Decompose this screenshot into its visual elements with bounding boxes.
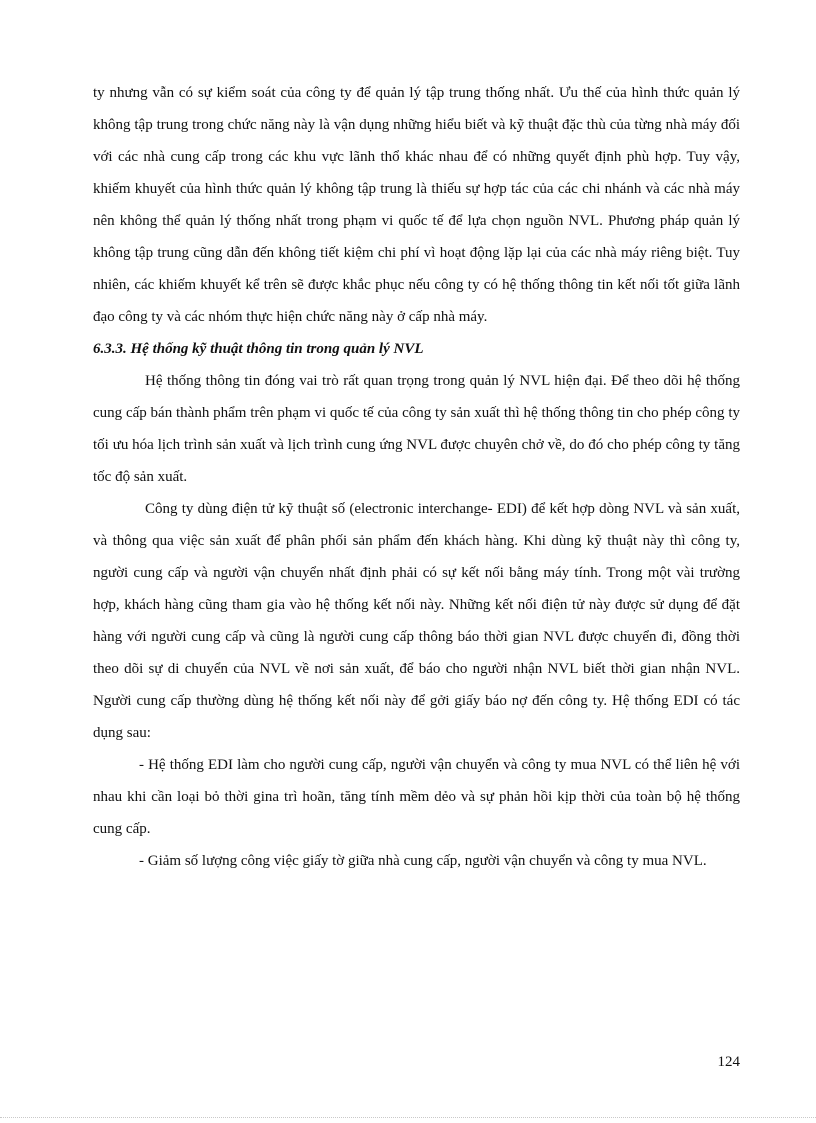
paragraph-information-system: Hệ thống thông tin đóng vai trò rất quan trọng trong quản lý NVL hiện đại. Để theo dõi hệ thống cung cấp bán thành phẩm trên phạm vi quốc tế của công ty sản xuất thì hệ thống thông tin cho phép công ty tối ưu hóa lịch trình sản xuất và lịch trình cung ứng NVL được chuyên chở về, do đó cho phép công ty tăng tốc độ sản xuất. bbox=[93, 373, 740, 485]
document-body bbox=[93, 77, 740, 877]
page-number: 124 bbox=[717, 1054, 740, 1070]
footer-divider bbox=[0, 1117, 816, 1118]
bullet-item-reduce-paperwork: - Giảm số lượng công việc giấy tờ giữa nhà cung cấp, người vận chuyển và công ty mua NVL. bbox=[139, 853, 707, 869]
paragraph-edi: Công ty dùng điện tử kỹ thuật số (electronic interchange- EDI) để kết hợp dòng NVL và sản xuất, và thông qua việc sản xuất để phân phối sản phẩm đến khách hàng. Khi dùng kỹ thuật này thì công ty, người cung cấp và người vận chuyển nhất định phải có sự kết nối bằng máy tính. Trong một vài trường hợp, khách hàng cũng tham gia vào hệ thống kết nối này. Những kết nối điện tử này được sử dụng để đặt hàng với người cung cấp và cũng là người cung cấp thông báo thời gian NVL được chuyển đi, đồng thời theo dõi sự di chuyển của NVL về nơi sản xuất, để báo cho người nhận NVL biết thời gian nhận NVL. Người cung cấp thường dùng hệ thống kết nối này để gởi giấy báo nợ đến công ty. Hệ thống EDI có tác dụng sau: bbox=[93, 501, 740, 741]
section-heading: 6.3.3. Hệ thống kỹ thuật thông tin trong quản lý NVL bbox=[93, 341, 424, 357]
paragraph-continuation: ty nhưng vẫn có sự kiểm soát của công ty để quản lý tập trung thống nhất. Ưu thế của hình thức quản lý không tập trung trong chức năng này là vận dụng những hiểu biết và kỹ thuật đặc thù của từng nhà máy đối với các nhà cung cấp trong các khu vực lãnh thổ khác nhau để có những quyết định phù hợp. Tuy vậy, khiếm khuyết của hình thức quản lý không tập trung là thiếu sự hợp tác của các chi nhánh và các nhà máy nên không thể quản lý thống nhất trong phạm vi quốc tế để lựa chọn nguồn NVL. Phương pháp quản lý không tập trung cũng dẫn đến không tiết kiệm chi phí vì hoạt động lặp lại của các nhà máy riêng biệt. Tuy nhiên, các khiếm khuyết kể trên sẽ được khắc phục nếu công ty có hệ thống thông tin kết nối tốt giữa lãnh đạo công ty và các nhóm thực hiện chức năng này ở cấp nhà máy. bbox=[93, 85, 740, 325]
bullet-item-edi-communication: - Hệ thống EDI làm cho người cung cấp, người vận chuyển và công ty mua NVL có thể liên hệ với nhau khi cần loại bỏ thời gina trì hoãn, tăng tính mềm dẻo và sự phản hồi kịp thời của toàn bộ hệ thống cung cấp. bbox=[93, 757, 740, 837]
